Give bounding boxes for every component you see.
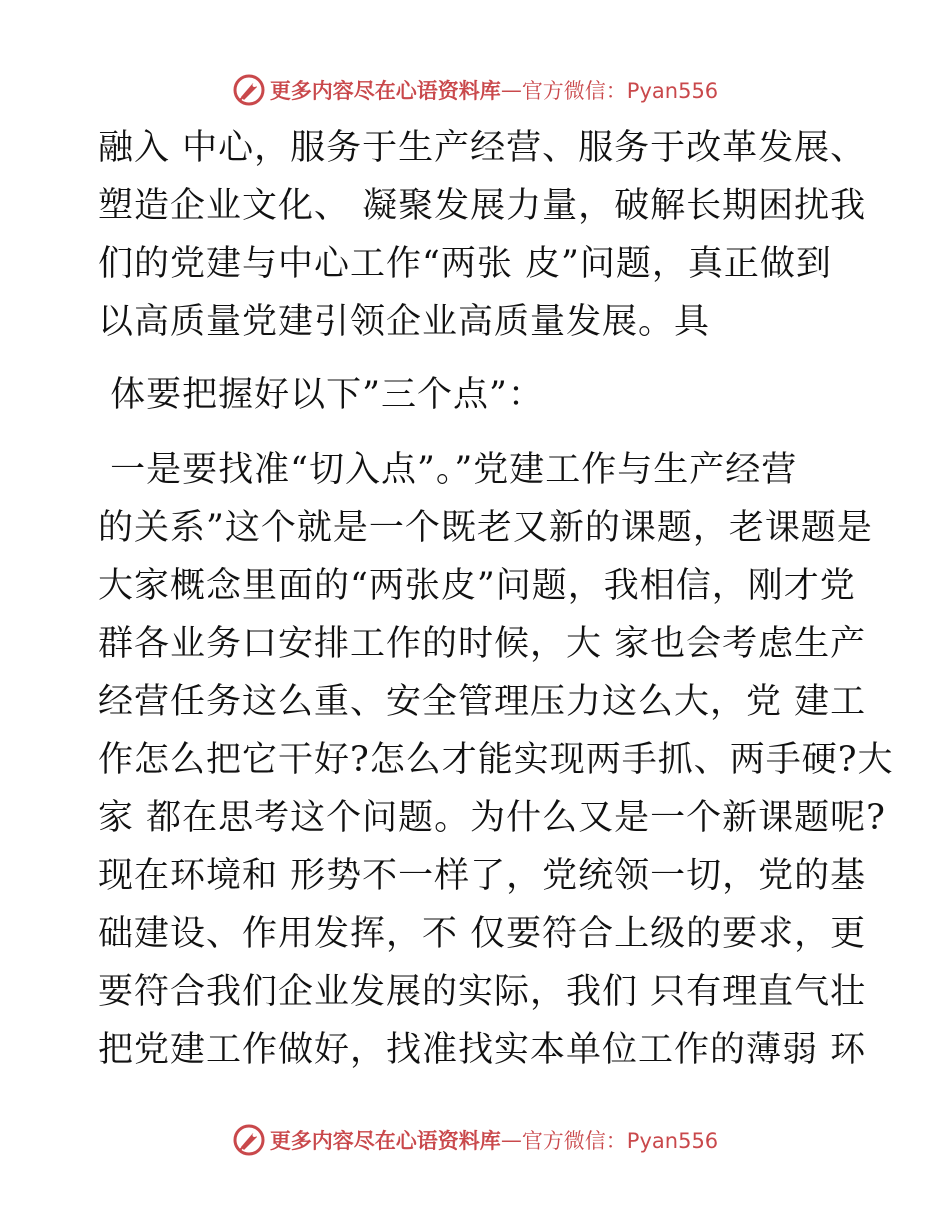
header-watermark-banner — [0, 70, 950, 110]
body-line: 群各业务口安排工作的时候，大 家也会考虑生产 — [98, 624, 867, 664]
pen-nib-logo-icon — [232, 1123, 266, 1157]
body-line: 把党建工作做好，找准找实本单位工作的薄弱 环 — [98, 1030, 867, 1070]
body-line: 体要把握好以下”三个点”： — [98, 375, 544, 415]
body-line: 的关系”这个就是一个既老又新的课题，老课题是 — [98, 508, 873, 548]
pen-nib-logo-icon — [232, 73, 266, 107]
body-line: 融入 中心，服务于生产经营、服务于改革发展、 — [98, 128, 867, 168]
body-line: 们的党建与中心工作“两张 皮”问题，真正做到 — [98, 244, 832, 284]
body-line: 塑造企业文化、 凝聚发展力量，破解长期困扰我 — [98, 186, 867, 226]
banner-main-text: 更多内容尽在心语资料库 — [269, 1128, 501, 1153]
body-line: 以高质量党建引领企业高质量发展。具 — [98, 302, 711, 342]
body-line: 础建设、作用发挥，不 仅要符合上级的要求，更 — [98, 914, 867, 954]
body-line: 一是要找准“切入点”。”党建工作与生产经营 — [98, 450, 798, 490]
banner-separator: — — [500, 1128, 522, 1152]
body-line: 作怎么把它干好?怎么才能实现两手抓、两手硬?大 — [98, 740, 894, 780]
banner-wechat-text: 官方微信：Pyan556 — [521, 1129, 719, 1153]
body-line: 要符合我们企业发展的实际，我们 只有理直气壮 — [98, 972, 867, 1012]
banner-separator: — — [500, 78, 522, 102]
banner-wechat-text: 官方微信：Pyan556 — [521, 79, 719, 103]
body-line: 大家概念里面的“两张皮”问题，我相信，刚才党 — [98, 566, 856, 606]
footer-watermark-banner — [0, 1120, 950, 1160]
body-line: 家 都在思考这个问题。为什么又是一个新课题呢? — [98, 798, 886, 838]
banner-main-text: 更多内容尽在心语资料库 — [269, 78, 501, 103]
body-line: 经营任务这么重、安全管理压力这么大，党 建工 — [98, 682, 867, 722]
body-line: 现在环境和 形势不一样了，党统领一切，党的基 — [98, 856, 867, 896]
